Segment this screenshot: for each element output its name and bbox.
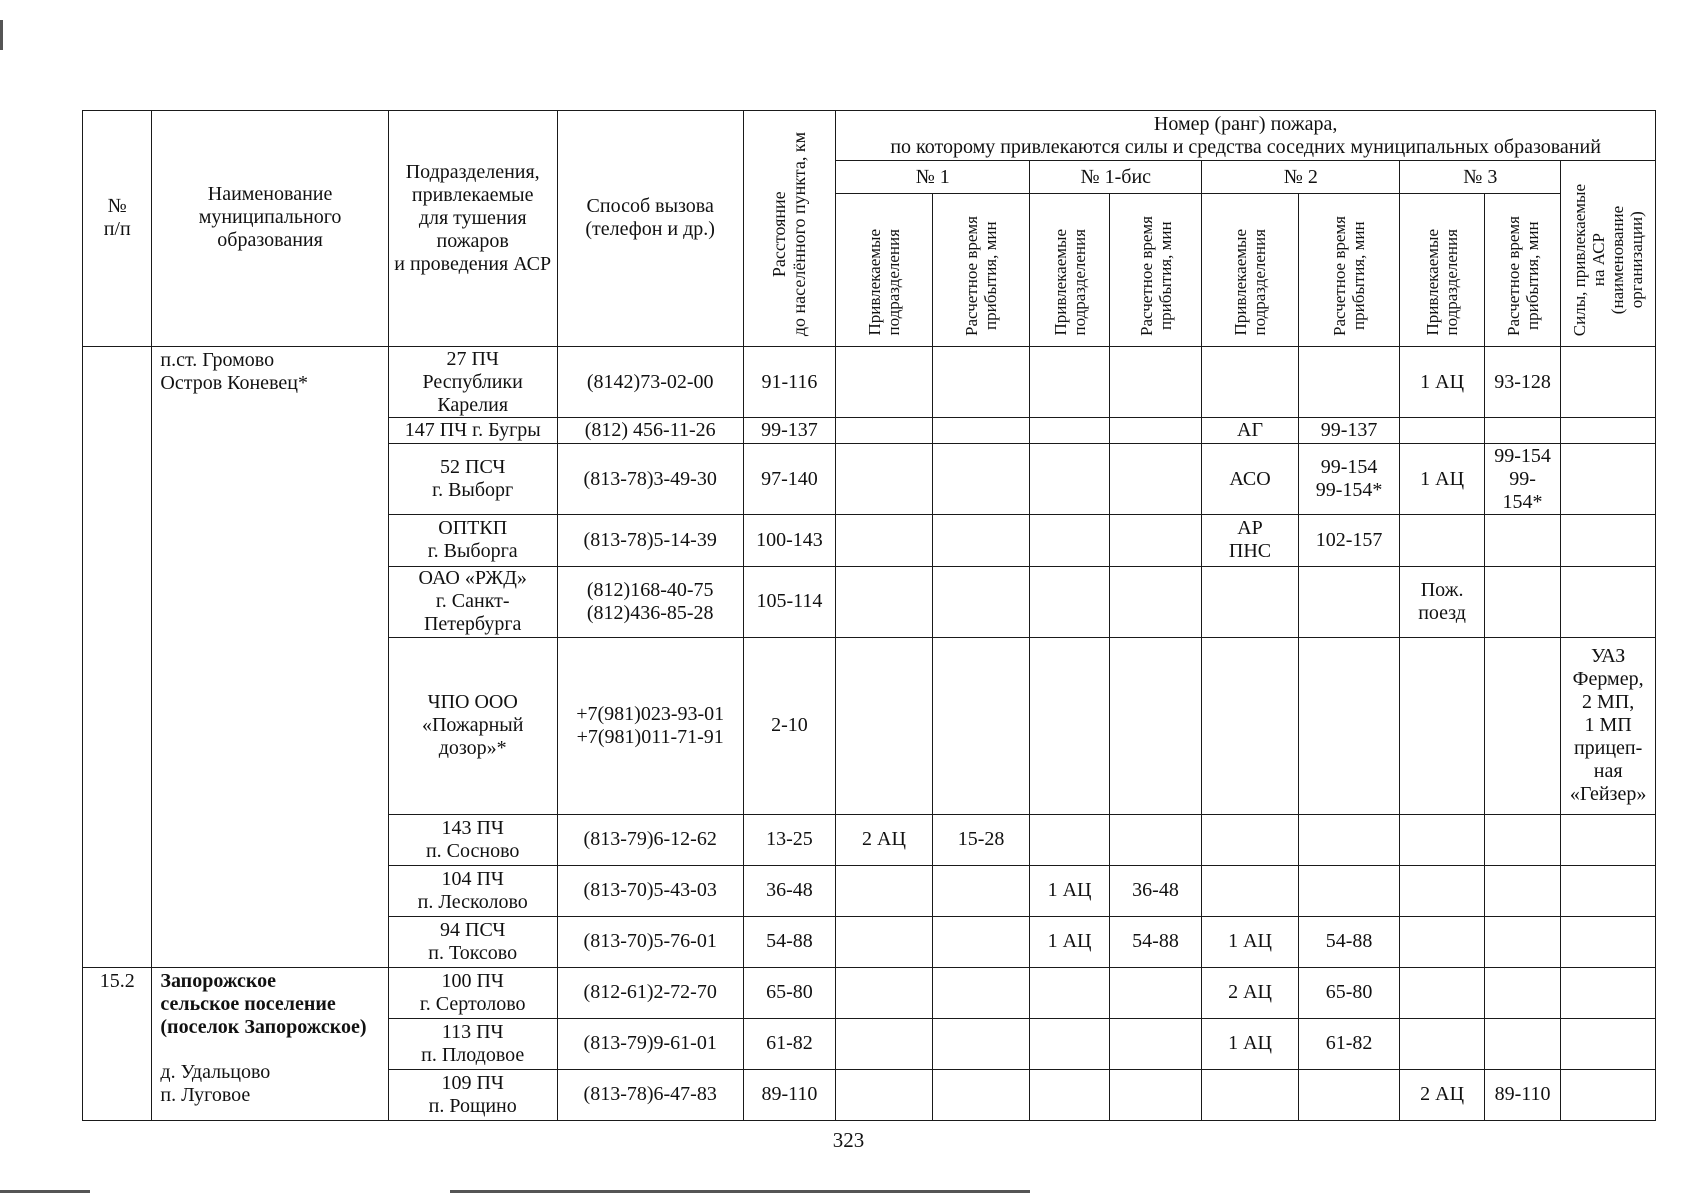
r3-units-cell: Пож. поезд [1400, 566, 1484, 637]
r2-time-cell: 102-157 [1298, 515, 1400, 566]
phone-cell: (813-79)9-61-01 [557, 1018, 743, 1069]
r2-time-cell: 54-88 [1298, 916, 1400, 967]
r1b-units-cell [1030, 814, 1109, 865]
phone-cell: +7(981)023-93-01 +7(981)011-71-91 [557, 637, 743, 814]
phone-cell: (812) 456-11-26 [557, 418, 743, 444]
r1-units-cell [836, 443, 933, 514]
municipality-name: п.ст. Громово Остров Коневец* [152, 347, 388, 968]
r2-time-cell: 61-82 [1298, 1018, 1400, 1069]
r3-time-cell: 99-154 99- 154* [1484, 443, 1560, 514]
r1b-units-cell: 1 АЦ [1030, 865, 1109, 916]
distance-cell: 13-25 [743, 814, 836, 865]
r1b-units-cell [1030, 443, 1109, 514]
header-units: Подразделения, привлекаемые для тушения пожаров и проведения АСР [388, 111, 557, 347]
header-asr-forces-text: Силы, привлекаемые на АСР (наименование организации) [1570, 183, 1647, 336]
r1-units-cell [836, 865, 933, 916]
municipality-sub-places: д. Удальцово п. Луговое [160, 1060, 271, 1106]
asr-cell [1561, 1018, 1656, 1069]
header-rank-1bis: № 1-бис [1030, 161, 1202, 194]
r1b-time-cell [1109, 1018, 1202, 1069]
header-r1b-units-text: Привлекаемые подразделения [1050, 229, 1089, 336]
phone-cell: (813-78)5-14-39 [557, 515, 743, 566]
r1b-units-cell [1030, 566, 1109, 637]
r1-time-cell [932, 916, 1030, 967]
r1-units-cell [836, 637, 933, 814]
r3-units-cell [1400, 637, 1484, 814]
r1-units-cell [836, 1018, 933, 1069]
r1-units-cell [836, 916, 933, 967]
r1-units-cell [836, 566, 933, 637]
unit-cell: 52 ПСЧ г. Выборг [388, 443, 557, 514]
r1-units-cell [836, 1069, 933, 1120]
r1b-time-cell [1109, 566, 1202, 637]
asr-cell [1561, 814, 1656, 865]
r3-time-cell [1484, 515, 1560, 566]
header-r1b-time-text: Расчетное время прибытия, мин [1136, 216, 1175, 336]
r3-units-cell [1400, 418, 1484, 444]
distance-cell: 2-10 [743, 637, 836, 814]
r3-units-cell: 1 АЦ [1400, 443, 1484, 514]
distance-cell: 89-110 [743, 1069, 836, 1120]
r2-units-cell [1202, 1069, 1299, 1120]
row-number: 15.2 [83, 967, 152, 1120]
header-rank-1: № 1 [836, 161, 1030, 194]
r3-time-cell [1484, 637, 1560, 814]
asr-cell [1561, 566, 1656, 637]
r1-time-cell: 15-28 [932, 814, 1030, 865]
distance-cell: 99-137 [743, 418, 836, 444]
r1-time-cell [932, 443, 1030, 514]
header-asr-forces [1561, 161, 1656, 347]
r2-units-cell [1202, 814, 1299, 865]
header-fire-rank: Номер (ранг) пожара, по которому привлекаются силы и средства соседних муниципальных образований [836, 111, 1656, 161]
r2-time-cell [1298, 347, 1400, 418]
r1b-units-cell [1030, 1018, 1109, 1069]
r3-units-cell [1400, 865, 1484, 916]
r2-time-cell [1298, 1069, 1400, 1120]
r1-time-cell [932, 637, 1030, 814]
r1-time-cell [932, 347, 1030, 418]
distance-cell: 36-48 [743, 865, 836, 916]
municipality-name-bold: Запорожское сельское поселение (поселок Запорожское) [160, 969, 367, 1038]
r1b-time-cell [1109, 1069, 1202, 1120]
asr-cell [1561, 865, 1656, 916]
header-rank-2: № 2 [1202, 161, 1400, 194]
page-number: 323 [832, 1128, 865, 1152]
r1b-time-cell [1109, 515, 1202, 566]
unit-cell: ОПТКП г. Выборга [388, 515, 557, 566]
phone-cell: (813-70)5-43-03 [557, 865, 743, 916]
phone-cell: (813-78)3-49-30 [557, 443, 743, 514]
r1b-units-cell [1030, 515, 1109, 566]
distance-cell: 65-80 [743, 967, 836, 1018]
r2-time-cell [1298, 865, 1400, 916]
phone-cell: (813-70)5-76-01 [557, 916, 743, 967]
r3-units-cell [1400, 1018, 1484, 1069]
r3-units-cell [1400, 967, 1484, 1018]
r2-units-cell [1202, 637, 1299, 814]
r3-time-cell [1484, 814, 1560, 865]
header-rank-3: № 3 [1400, 161, 1561, 194]
unit-cell: 104 ПЧ п. Лесколово [388, 865, 557, 916]
header-municipality: Наименование муниципального образования [152, 111, 388, 347]
r2-units-cell: АГ [1202, 418, 1299, 444]
header-r3-units [1400, 194, 1484, 347]
r1b-time-cell: 36-48 [1109, 865, 1202, 916]
r2-units-cell [1202, 566, 1299, 637]
header-r3-time [1484, 194, 1560, 347]
header-r1-units [836, 194, 933, 347]
phone-cell: (8142)73-02-00 [557, 347, 743, 418]
unit-cell: 143 ПЧ п. Сосново [388, 814, 557, 865]
header-num: № п/п [83, 111, 152, 347]
r2-time-cell: 99-137 [1298, 418, 1400, 444]
asr-cell [1561, 967, 1656, 1018]
unit-cell: 147 ПЧ г. Бугры [388, 418, 557, 444]
r1b-time-cell: 54-88 [1109, 916, 1202, 967]
distance-cell: 54-88 [743, 916, 836, 967]
r1-time-cell [932, 566, 1030, 637]
r1-time-cell [932, 1018, 1030, 1069]
r3-time-cell: 93-128 [1484, 347, 1560, 418]
scan-artifact [0, 20, 3, 50]
r1-time-cell [932, 418, 1030, 444]
header-r3-units-text: Привлекаемые подразделения [1423, 229, 1462, 336]
phone-cell: (813-78)6-47-83 [557, 1069, 743, 1120]
r1b-time-cell [1109, 418, 1202, 444]
unit-cell: 100 ПЧ г. Сертолово [388, 967, 557, 1018]
r2-units-cell [1202, 865, 1299, 916]
r2-time-cell [1298, 637, 1400, 814]
unit-cell: 109 ПЧ п. Рощино [388, 1069, 557, 1120]
table-row [83, 967, 1656, 1018]
header-r1-units-text: Привлекаемые подразделения [865, 229, 903, 336]
r3-units-cell [1400, 515, 1484, 566]
asr-cell [1561, 418, 1656, 444]
header-r2-units [1202, 194, 1299, 347]
header-r2-time [1298, 194, 1400, 347]
row-num-empty [83, 347, 152, 968]
asr-cell [1561, 916, 1656, 967]
unit-cell: ОАО «РЖД» г. Санкт- Петербурга [388, 566, 557, 637]
r2-units-cell: 1 АЦ [1202, 1018, 1299, 1069]
r3-time-cell [1484, 418, 1560, 444]
unit-cell: 113 ПЧ п. Плодовое [388, 1018, 557, 1069]
unit-cell: 27 ПЧ Республики Карелия [388, 347, 557, 418]
table-body [83, 347, 1656, 1121]
r2-units-cell [1202, 347, 1299, 418]
header-r3-time-text: Расчетное время прибытия, мин [1503, 216, 1542, 336]
r2-units-cell: 2 АЦ [1202, 967, 1299, 1018]
header-r2-time-text: Расчетное время прибытия, мин [1330, 216, 1369, 336]
header-r1-time [932, 194, 1030, 347]
distance-cell: 100-143 [743, 515, 836, 566]
fire-forces-table [82, 110, 1656, 1121]
r2-time-cell [1298, 566, 1400, 637]
r1b-units-cell [1030, 637, 1109, 814]
phone-cell: (812-61)2-72-70 [557, 967, 743, 1018]
unit-cell: ЧПО ООО «Пожарный дозор»* [388, 637, 557, 814]
r1-units-cell [836, 515, 933, 566]
header-distance-text: Расстояние до населённого пункта, км [769, 131, 810, 336]
r3-units-cell: 2 АЦ [1400, 1069, 1484, 1120]
r1-units-cell [836, 967, 933, 1018]
r3-units-cell: 1 АЦ [1400, 347, 1484, 418]
r3-time-cell [1484, 566, 1560, 637]
header-call-method: Способ вызова (телефон и др.) [557, 111, 743, 347]
r3-time-cell [1484, 916, 1560, 967]
r3-time-cell [1484, 1018, 1560, 1069]
r2-units-cell: АР ПНС [1202, 515, 1299, 566]
r1-time-cell [932, 967, 1030, 1018]
r2-time-cell: 65-80 [1298, 967, 1400, 1018]
asr-cell [1561, 443, 1656, 514]
header-r2-units-text: Привлекаемые подразделения [1231, 229, 1270, 336]
phone-cell: (813-79)6-12-62 [557, 814, 743, 865]
asr-cell: УАЗ Фермер, 2 МП, 1 МП прицеп- ная «Гейзер» [1561, 637, 1656, 814]
distance-cell: 61-82 [743, 1018, 836, 1069]
r1b-units-cell: 1 АЦ [1030, 916, 1109, 967]
r1-units-cell [836, 347, 933, 418]
table-row [83, 347, 1656, 418]
distance-cell: 97-140 [743, 443, 836, 514]
r1b-time-cell [1109, 967, 1202, 1018]
r1-units-cell [836, 418, 933, 444]
r3-time-cell [1484, 967, 1560, 1018]
header-r1b-units [1030, 194, 1109, 347]
r1-time-cell [932, 1069, 1030, 1120]
municipality-cell [152, 967, 388, 1120]
r2-units-cell: 1 АЦ [1202, 916, 1299, 967]
asr-cell [1561, 1069, 1656, 1120]
asr-cell [1561, 515, 1656, 566]
header-r1-time-text: Расчетное время прибытия, мин [962, 216, 1001, 336]
r3-units-cell [1400, 814, 1484, 865]
asr-cell [1561, 347, 1656, 418]
r3-units-cell [1400, 916, 1484, 967]
r1-time-cell [932, 865, 1030, 916]
r2-units-cell: АСО [1202, 443, 1299, 514]
r1b-units-cell [1030, 347, 1109, 418]
r2-time-cell: 99-154 99-154* [1298, 443, 1400, 514]
r1-units-cell: 2 АЦ [836, 814, 933, 865]
scan-artifact [450, 1190, 1030, 1193]
r1b-time-cell [1109, 443, 1202, 514]
unit-cell: 94 ПСЧ п. Токсово [388, 916, 557, 967]
phone-cell: (812)168-40-75 (812)436-85-28 [557, 566, 743, 637]
header-distance [743, 111, 836, 347]
scan-artifact [0, 1190, 90, 1193]
header-r1b-time [1109, 194, 1202, 347]
r1b-units-cell [1030, 418, 1109, 444]
r2-time-cell [1298, 814, 1400, 865]
r1-time-cell [932, 515, 1030, 566]
r3-time-cell [1484, 865, 1560, 916]
r1b-time-cell [1109, 814, 1202, 865]
r1b-units-cell [1030, 1069, 1109, 1120]
r1b-time-cell [1109, 347, 1202, 418]
r3-time-cell: 89-110 [1484, 1069, 1560, 1120]
distance-cell: 91-116 [743, 347, 836, 418]
r1b-units-cell [1030, 967, 1109, 1018]
r1b-time-cell [1109, 637, 1202, 814]
distance-cell: 105-114 [743, 566, 836, 637]
